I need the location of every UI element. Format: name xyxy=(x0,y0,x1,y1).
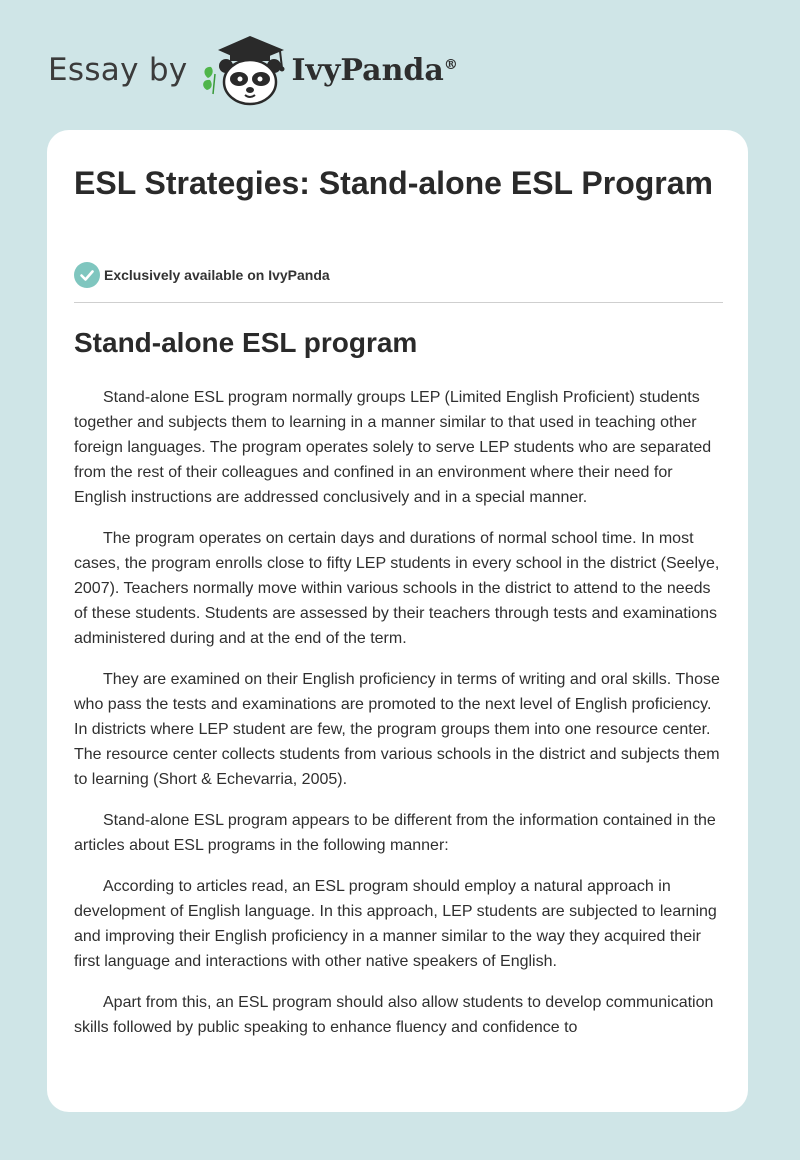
paragraph: According to articles read, an ESL program should employ a natural approach in development of English language. In this approach, LEP students are subjected to learning and improving their English proficiency in a manner similar to the way they acquired their first language and interactions with other native speakers of English. xyxy=(74,878,717,970)
panda-graduate-icon xyxy=(202,34,288,106)
paragraph: Apart from this, an ESL program should also allow students to develop communication skills followed by public speaking to enhance fluency and confidence to xyxy=(74,994,714,1036)
paragraph: Stand-alone ESL program normally groups LEP (Limited English Proficient) students together and subjects them to learning in a manner similar to that used in teaching other foreign languages. The program operates solely to serve LEP students who are separated from the rest of their colleagues and confined in an environment where their need for English instructions are addressed conclusively and in a special manner. xyxy=(74,389,712,506)
brand-name: IvyPanda® xyxy=(291,52,458,88)
check-circle-icon xyxy=(74,262,100,288)
section-heading: Stand-alone ESL program xyxy=(74,327,418,358)
divider xyxy=(74,302,723,303)
article-body xyxy=(74,385,723,1056)
brand-header[interactable] xyxy=(48,34,458,106)
brand-prefix: Essay by xyxy=(48,52,188,88)
paragraph: Stand-alone ESL program appears to be different from the information contained in the articles about ESL programs in the following manner: xyxy=(74,812,716,854)
registered-mark: ® xyxy=(443,56,458,73)
badge-text: Exclusively available on IvyPanda xyxy=(104,267,330,283)
page-title: ESL Strategies: Stand-alone ESL Program xyxy=(74,165,713,201)
paragraph: They are examined on their English proficiency in terms of writing and oral skills. Those who pass the tests and examinations are promoted to the next level of English proficiency. In districts where LEP student are few, the program groups them into one resource center. The resource center collects students from various schools in the district and subjects them to learning (Short & Echevarria, 2005). xyxy=(74,671,720,788)
article-card xyxy=(47,130,748,1112)
paragraph: The program operates on certain days and durations of normal school time. In most cases, the program enrolls close to fifty LEP students in every school in the district (Seelye, 2007). Teachers normally move within various schools in the district to attend to the needs of these students. Students are assessed by their teachers through tests and examinations administered during and at the end of the term. xyxy=(74,530,720,647)
exclusive-badge xyxy=(74,262,330,288)
